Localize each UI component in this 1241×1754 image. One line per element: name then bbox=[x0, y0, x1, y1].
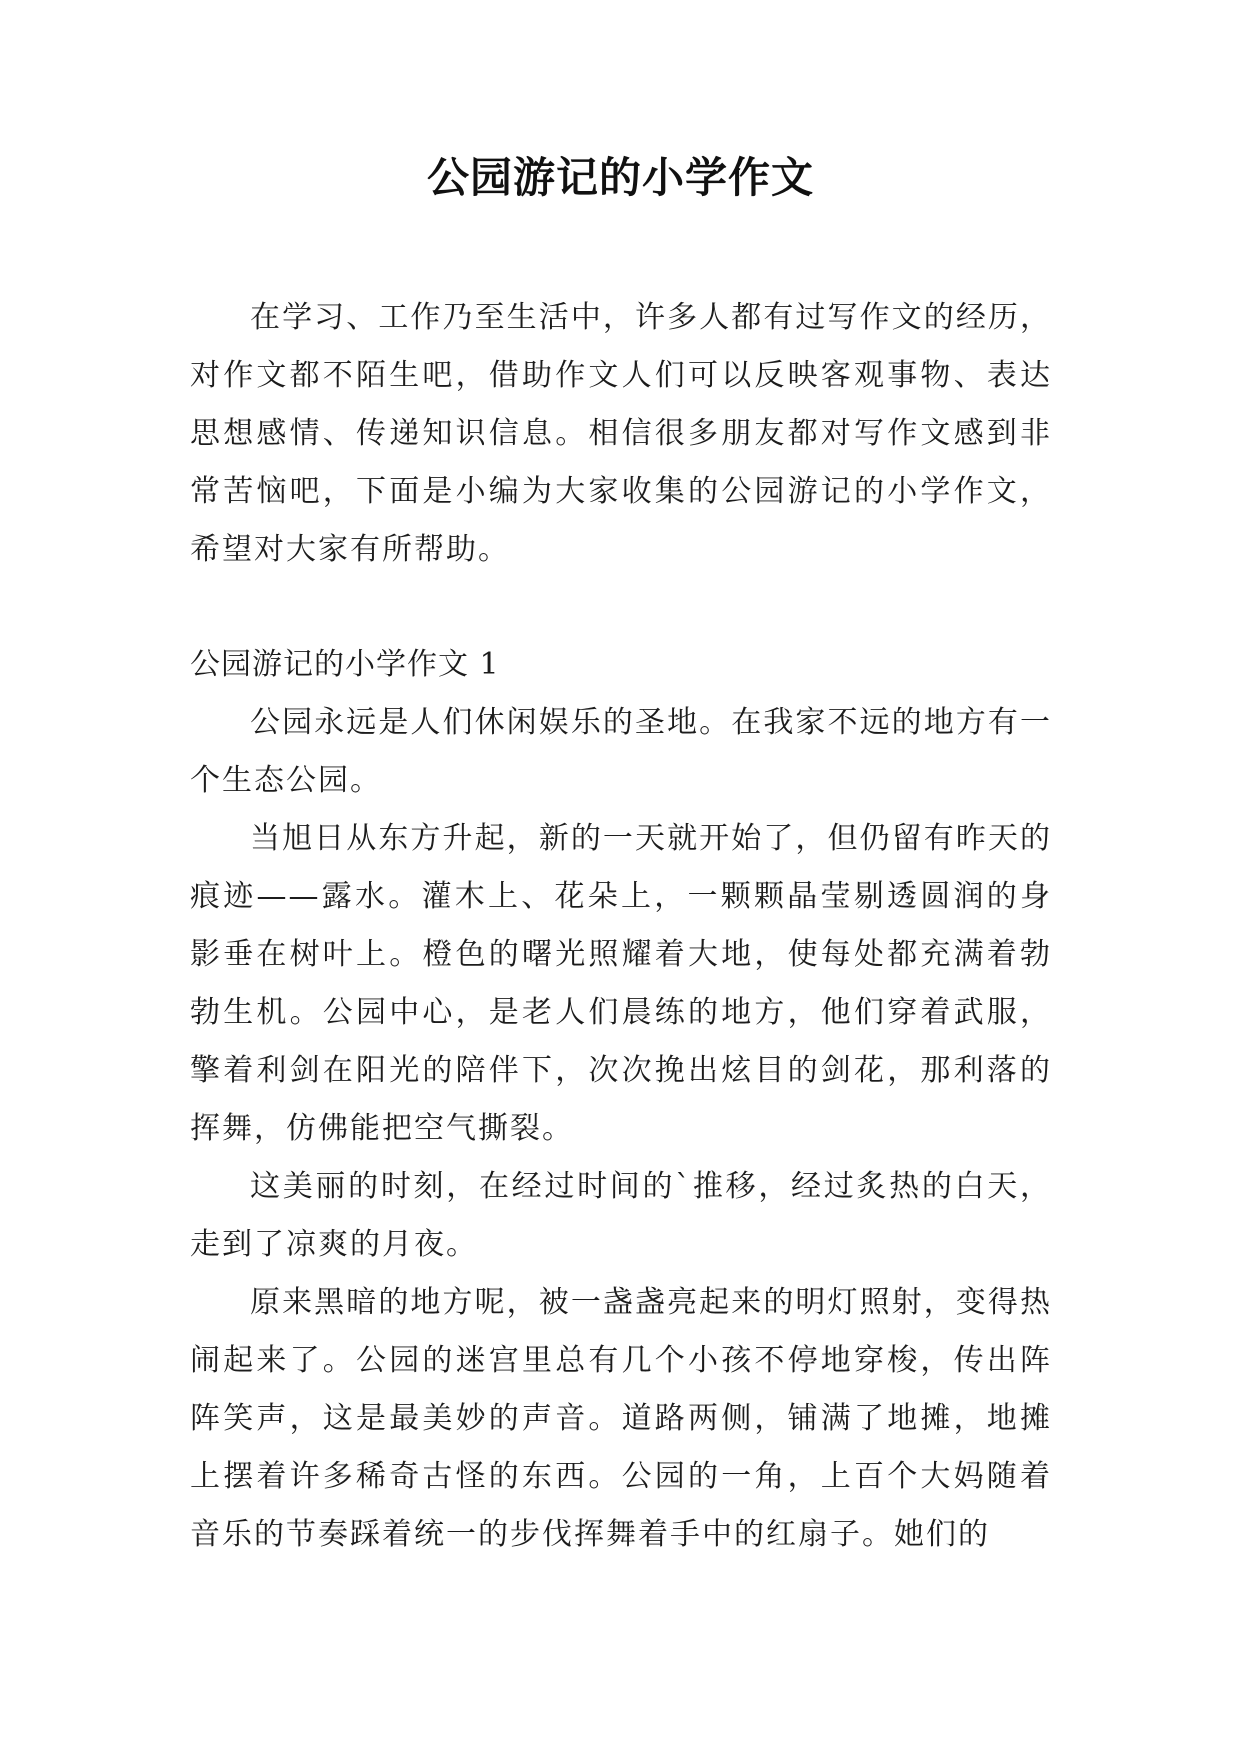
document-title: 公园游记的小学作文 bbox=[426, 153, 814, 202]
essay-paragraph: 原来黑暗的地方呢，被一盏盏亮起来的明灯照射，变得热闹起来了。公园的迷宫里总有几个小孩不停地穿梭，传出阵阵笑声，这是最美妙的声音。道路两侧，铺满了地摊，地摊上摆着许多稀奇古怪的东西。公园的一角，上百个大妈随着音乐的节奏踩着统一的步伐挥舞着手中的红扇子。她们的 bbox=[190, 1285, 1052, 1552]
section-heading: 公园游记的小学作文 1 bbox=[190, 647, 500, 682]
intro-paragraph: 在学习、工作乃至生活中，许多人都有过写作文的经历，对作文都不陌生吧，借助作文人们可以反映客观事物、表达思想感情、传递知识信息。相信很多朋友都对写作文感到非常苦恼吧，下面是小编为大家收集的公园游记的小学作文，希望对大家有所帮助。 bbox=[190, 300, 1052, 567]
intro-section bbox=[190, 289, 1052, 579]
essay-paragraph: 当旭日从东方升起，新的一天就开始了，但仍留有昨天的痕迹——露水。灌木上、花朵上，一颗颗晶莹剔透圆润的身影垂在树叶上。橙色的曙光照耀着大地，使每处都充满着勃勃生机。公园中心，是老人们晨练的地方，他们穿着武服，擎着利剑在阳光的陪伴下，次次挽出炫目的剑花，那利落的挥舞，仿佛能把空气撕裂。 bbox=[190, 821, 1052, 1146]
essay-paragraph: 公园永远是人们休闲娱乐的圣地。在我家不远的地方有一个生态公园。 bbox=[190, 705, 1052, 798]
essay-body bbox=[190, 694, 1052, 1564]
essay-paragraph: 这美丽的时刻，在经过时间的`推移，经过炙热的白天，走到了凉爽的月夜。 bbox=[190, 1169, 1052, 1262]
